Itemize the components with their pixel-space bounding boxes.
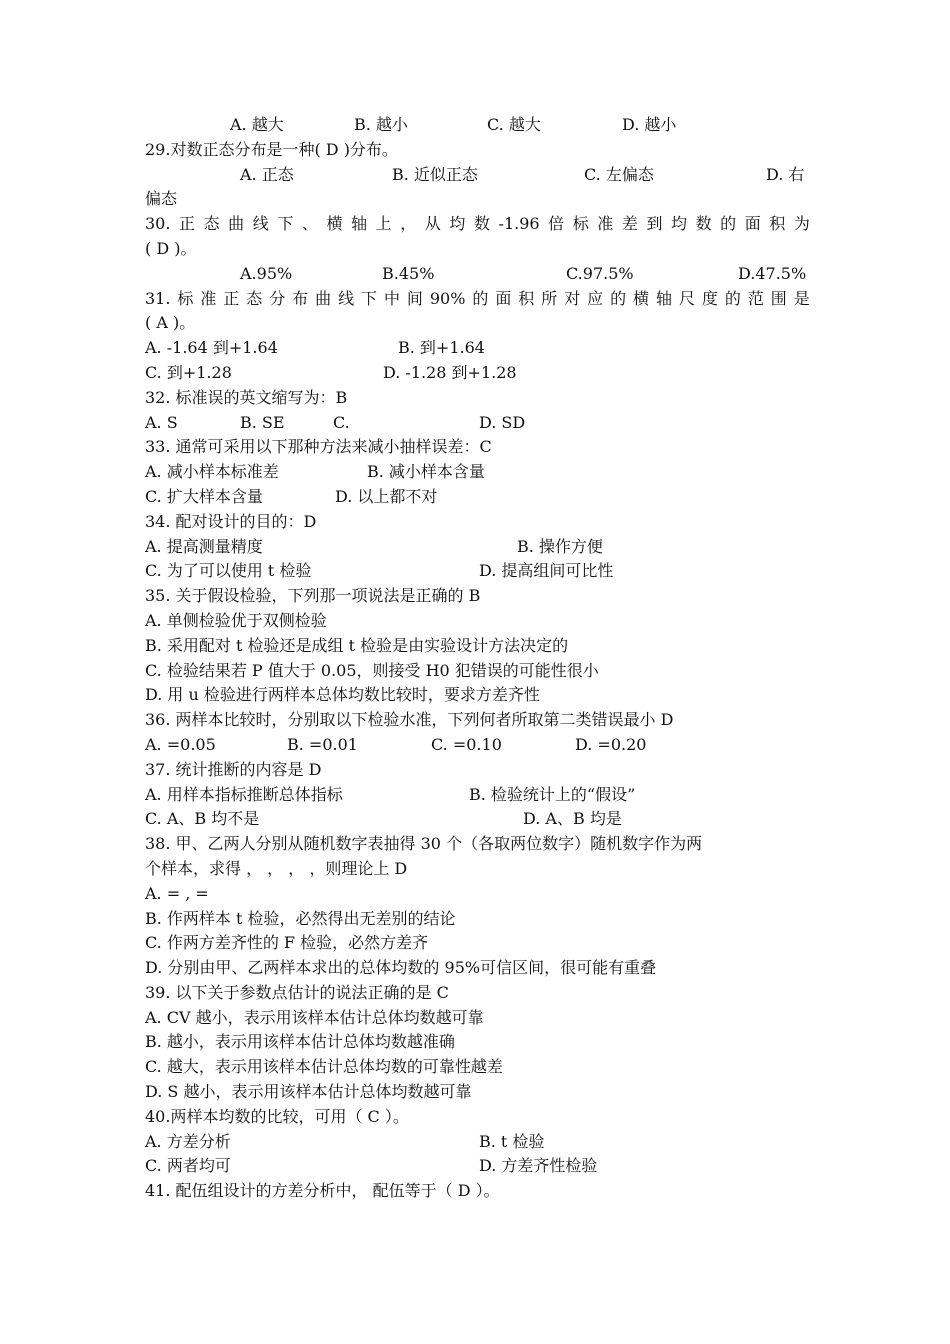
option-d: D. 以上都不对 [335,486,438,506]
text-fragment: 的 [472,288,489,308]
q34-options-cd [145,559,810,584]
option-a: A. 越大 [230,115,284,134]
text-fragment: 标 [177,288,194,308]
text-fragment: 应 [587,288,604,308]
text-fragment: 所 [541,288,558,308]
q29-options [145,163,810,188]
q32-options [145,411,810,436]
text-fragment: 间 [406,288,423,308]
text-fragment: 线 [338,288,355,308]
text-fragment: 正 [223,288,240,308]
question-36: 36. 两样本比较时，分别取以下检验水准，下列何者所取第二类错误最小 D [145,710,674,730]
text-fragment: 的 [720,214,737,234]
q35-option-a: A. 单侧检验优于双侧检验 [145,610,327,630]
text-fragment: 范 [747,288,764,308]
q39-option-a: A. CV 越小，表示用该样本估计总体均数越可靠 [145,1007,484,1027]
text-fragment: 均 [671,214,688,234]
option-d: D.47.5% [738,263,807,283]
q38-option-a: A. = , = [145,883,209,903]
option-b: B. SE [240,412,285,432]
option-c: C.97.5% [566,263,634,283]
q38-option-d: D. 分别由甲、乙两样本求出的总体均数的 95%可信区间，很可能有重叠 [145,958,657,978]
text-fragment: 中 [383,288,400,308]
option-c: C. 两者均可 [145,1156,231,1176]
option-a: A. 提高测量精度 [145,536,263,556]
text-fragment: 30. [145,214,171,234]
text-fragment: ， [400,214,417,234]
text-fragment: 准 [597,214,614,234]
question-38: 38. 甲、乙两人分别从随机数字表抽得 30 个（各取两位数字）随机数字作为两 [145,834,703,854]
q34-options-ab [145,535,810,560]
q31-options-cd [145,361,810,386]
option-d: D. 提高组间可比性 [479,561,614,581]
option-d: D. =0.20 [575,734,647,754]
question-31 [145,287,810,312]
text-fragment: -1.96 [498,214,540,234]
question-39: 39. 以下关于参数点估计的说法正确的是 C [145,982,449,1002]
text-fragment: 对 [564,288,581,308]
text-fragment: 90% [429,288,466,308]
text-fragment: 曲 [315,288,332,308]
q36-options [145,733,810,758]
option-a: A. 用样本指标推断总体指标 [145,784,343,804]
text-fragment: 分 [269,288,286,308]
text-fragment: 横 [326,214,343,234]
text-fragment: 态 [203,214,220,234]
question-40: 40.两样本均数的比较，可用（ C ）。 [145,1106,409,1126]
option-a: A. =0.05 [145,734,216,754]
q35-option-c: C. 检验结果若 P 值大于 0.05，则接受 H0 犯错误的可能性很小 [145,660,599,680]
q38-option-c: C. 作两方差齐性的 F 检验，必然方差齐 [145,933,429,953]
option-d: D. -1.28 到+1.28 [383,362,517,382]
question-41: 41. 配伍组设计的方差分析中， 配伍等于（ D ）。 [145,1181,500,1201]
q30-answer: ( D )。 [145,238,197,258]
q37-options-ab [145,783,810,808]
text-fragment: 度 [701,288,718,308]
text-fragment: 面 [744,214,761,234]
q29-continuation: 偏态 [145,189,178,209]
q40-options-ab [145,1130,810,1155]
text-fragment: 为 [793,214,810,234]
option-c: C. 到+1.28 [145,362,232,382]
text-fragment: 差 [621,214,638,234]
text-fragment: 布 [292,288,309,308]
q28-options [145,113,810,138]
text-fragment: 的 [610,288,627,308]
text-fragment: 曲 [228,214,245,234]
question-34: 34. 配对设计的目的：D [145,511,317,531]
q35-option-d: D. 用 u 检验进行两样本总体均数比较时，要求方差齐性 [145,685,540,705]
text-fragment: 的 [724,288,741,308]
q38-continuation: 个样本，求得 ， ， ， ，则理论上 D [145,858,408,878]
question-35: 35. 关于假设检验，下列那一项说法是正确的 B [145,586,481,606]
question-29: 29.对数正态分布是一种( D )分布。 [145,139,398,159]
question-30 [145,212,810,237]
option-c: C. 扩大样本含量 [145,486,263,506]
option-b: B. 越小 [354,115,408,134]
option-b: B. =0.01 [287,734,358,754]
text-fragment: 是 [793,288,810,308]
text-fragment: 数 [695,214,712,234]
option-a: A. 减小样本标准差 [145,462,279,482]
text-fragment: 下 [361,288,378,308]
text-fragment: 标 [572,214,589,234]
q33-options-ab [145,460,810,485]
option-d: D. 方差齐性检验 [479,1156,598,1176]
text-fragment: 轴 [351,214,368,234]
option-d: D. 越小 [622,115,677,134]
question-33: 33. 通常可采用以下那种方法来减小抽样误差：C [145,437,492,457]
option-c: C. 为了可以使用 t 检验 [145,561,312,581]
text-fragment: 、 [301,214,318,234]
text-fragment: 尺 [678,288,695,308]
option-a: A. 方差分析 [145,1131,231,1151]
text-fragment: 上 [375,214,392,234]
text-fragment: 积 [769,214,786,234]
text-fragment: 面 [495,288,512,308]
option-b: B. 减小样本含量 [367,462,485,482]
option-b: B. 检验统计上的“假设” [469,784,636,804]
option-d: D. 右 [766,164,805,184]
option-b: B. 近似正态 [392,164,478,184]
text-fragment: 倍 [548,214,565,234]
option-c: C. A、B 均不是 [145,809,260,829]
text-fragment: 均 [449,214,466,234]
q37-options-cd [145,807,810,832]
q39-option-d: D. S 越小，表示用该样本估计总体均数越可靠 [145,1082,472,1102]
option-c: C. 越大 [487,115,541,134]
q40-options-cd [145,1154,810,1179]
text-fragment: 轴 [656,288,673,308]
q30-options [145,262,810,287]
q35-option-b: B. 采用配对 t 检验还是成组 t 检验是由实验设计方法决定的 [145,635,569,655]
document-page [145,113,810,1204]
text-fragment: 准 [200,288,217,308]
option-b: B. t 检验 [479,1131,545,1151]
option-a: A. 正态 [240,164,294,184]
option-b: B. 操作方便 [517,536,603,556]
text-fragment: 横 [633,288,650,308]
q38-option-b: B. 作两样本 t 检验，必然得出无差别的结论 [145,908,456,928]
text-fragment: 数 [473,214,490,234]
q31-answer: ( A )。 [145,313,196,333]
option-c: C. 左偏态 [584,164,654,184]
q33-options-cd [145,485,810,510]
question-37: 37. 统计推断的内容是 D [145,759,322,779]
option-b: B.45% [382,263,435,283]
option-d: D. SD [479,412,526,432]
q31-options-ab [145,336,810,361]
q39-option-b: B. 越小，表示用该样本估计总体均数越准确 [145,1032,455,1052]
q39-option-c: C. 越大，表示用该样本估计总体均数的可靠性越差 [145,1057,503,1077]
option-d: D. A、B 均是 [523,809,622,829]
text-fragment: 积 [518,288,535,308]
text-fragment: 到 [646,214,663,234]
option-a: A. -1.64 到+1.64 [145,338,278,358]
option-b: B. 到+1.64 [398,338,485,358]
text-fragment: 31. [145,288,171,308]
text-fragment: 下 [277,214,294,234]
option-a: A.95% [240,263,293,283]
option-a: A. S [145,412,178,432]
text-fragment: 态 [246,288,263,308]
question-32: 32. 标准误的英文缩写为：B [145,387,348,407]
text-fragment: 围 [770,288,787,308]
option-c: C. =0.10 [431,734,502,754]
option-c: C. [333,412,350,432]
text-fragment: 线 [252,214,269,234]
text-fragment: 从 [424,214,441,234]
text-fragment: 正 [179,214,196,234]
